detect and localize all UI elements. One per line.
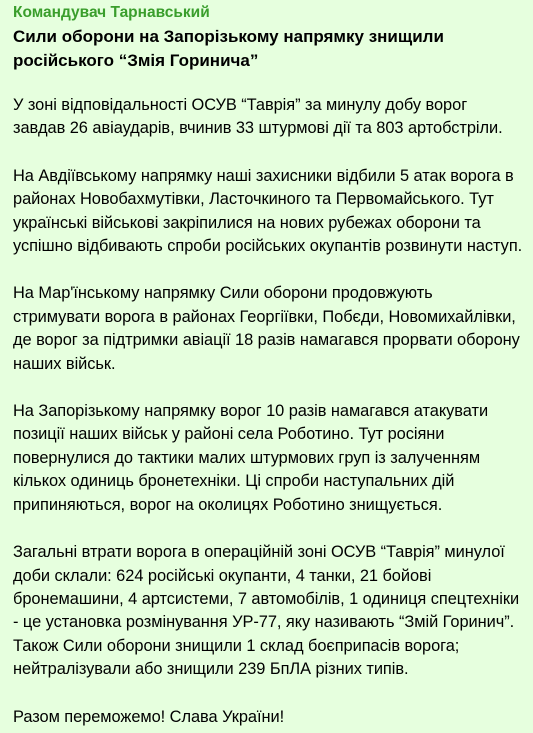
message-paragraph: На Запорізькому напрямку ворог 10 разів намагався атакувати позиції наших військ у районі села Роботино. Тут росіяни повернулися до тактики малих штурмових груп із залученням кількох одиниць бронетехніки. Ці спроби наступальних дій припиняються, ворог на околицях Роботино знищується. xyxy=(13,402,489,514)
sender-name[interactable]: Командувач Тарнавський xyxy=(13,4,210,21)
message-paragraph: На Мар'їнському напрямку Сили оборони продовжують стримувати ворога в районах Георгіївки, Побєди, Новомихайлівки, де ворог за підтримки авіації 18 разів намагався прорвати оборону наших військ. xyxy=(13,284,520,373)
message-paragraph: На Авдіївському напрямку наші захисники відбили 5 атак ворога в районах Новобахмутівки, Ласточкиного та Первомайського. Тут українські військові закріпилися на нових рубежах оборони та успішно відбивають спроби російських окупантів розвинути наступ. xyxy=(13,166,523,256)
message-paragraph: Разом переможемо! Слава України! xyxy=(13,707,285,726)
message-body xyxy=(13,94,523,729)
message-paragraph: Загальні втрати ворога в операційній зоні ОСУВ “Таврія” минулої доби склали: 624 російські окупанти, 4 танки, 21 бойові бронемашини, 4 артсистеми, 7 автомобілів, 1 одиниця спецтехніки - це установка розмінування УР-77, яку називають “Змій Горинич”. Також Сили оборони знищили 1 склад боєприпасів ворога; нейтралізували або знищили 239 БпЛА різних типів. xyxy=(13,543,520,679)
message-paragraph: У зоні відповідальності ОСУВ “Таврія” за минулу добу ворог завдав 26 авіаударів, вчинив 33 штурмові дії та 803 артобстріли. xyxy=(13,96,503,138)
message-title: Сили оборони на Запорізькому напрямку знищили російського “Змія Горинича” xyxy=(13,27,444,70)
